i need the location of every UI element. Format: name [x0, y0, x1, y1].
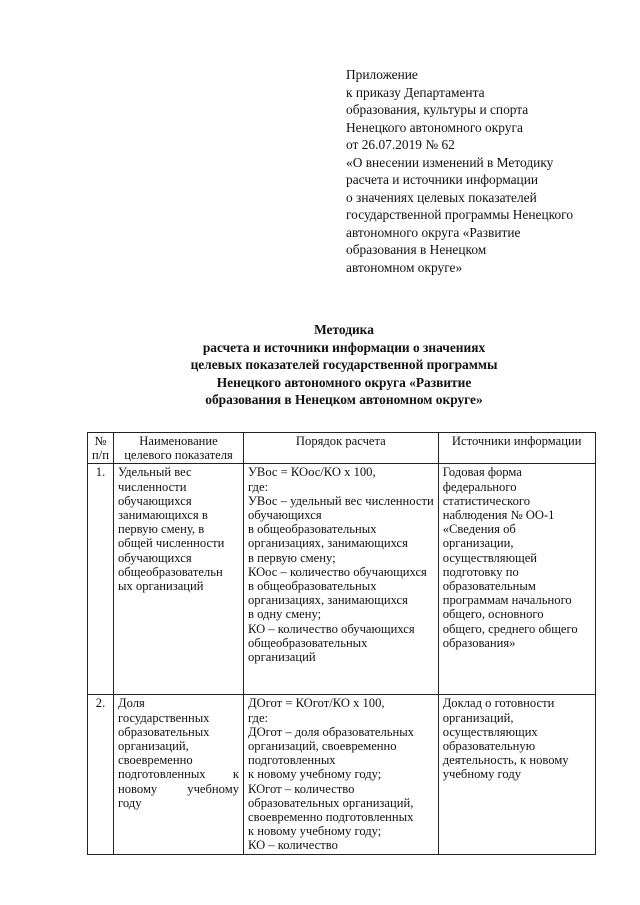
table-row — [88, 695, 596, 854]
table-row — [88, 464, 596, 695]
source-cell: Годовая форма федерального статистического наблюдения № ОО-1 «Сведения об организации, осуществляющей подготовку по образовательным программам начального общего, основного общего, среднего общего образования» — [438, 464, 595, 695]
row-number: 2. — [88, 695, 114, 854]
appendix-line: автономном округе» — [346, 259, 463, 275]
appendix-header — [346, 66, 616, 276]
source-cell: Доклад о готовности организаций, осуществляющих образовательную деятельность, к новому учебному году — [438, 695, 595, 854]
table-header-row — [88, 433, 596, 464]
appendix-line: к приказу Департамента — [346, 84, 485, 100]
appendix-line: Приложение — [346, 67, 418, 82]
document-title — [0, 321, 640, 409]
appendix-line: о значениях целевых показателей — [346, 189, 537, 205]
title-line: расчета и источники информации о значениях — [202, 339, 486, 355]
appendix-line: «О внесении изменений в Методику — [346, 154, 554, 170]
appendix-line: образования, культуры и спорта — [346, 102, 529, 117]
appendix-line: образования в Ненецком — [346, 242, 487, 257]
indicators-table — [87, 432, 596, 855]
appendix-line: автономного округа «Развитие — [346, 224, 521, 240]
header-source: Источники информации — [438, 433, 595, 464]
title-line: Методика — [314, 322, 374, 337]
header-calc: Порядок расчета — [244, 433, 439, 464]
calculation-cell: УВос = КОос/КО х 100, где: УВос – удельный вес численности обучающихся в общеобразовательных организациях, занимающихся в первую смену; КОос – количество обучающихся в общеобразовательных организациях, занимающихся в одну смену; КО – количество обучающихся общеобразовательных организаций — [244, 464, 439, 695]
indicator-name-cell: Доля государственных образовательных организаций, своевременно подготовленных к новому учебному году — [114, 695, 244, 854]
indicator-name-cell: Удельный вес численности обучающихся занимающихся в первую смену, в общей численности обучающихся общеобразовательн ых организаций — [114, 464, 244, 695]
appendix-line: Ненецкого автономного округа — [346, 119, 523, 135]
header-num: № п/п — [88, 433, 114, 464]
appendix-line: государственной программы Ненецкого — [346, 207, 574, 222]
header-name: Наименование целевого показателя — [114, 433, 244, 464]
title-line: Ненецкого автономного округа «Развитие — [216, 374, 472, 390]
calculation-cell: ДОгот = КОгот/КО х 100, где: ДОгот – доля образовательных организаций, своевременно подготовленных к новому учебному году; КОгот – количество образовательных организаций, своевременно подготовленных к новому учебному году; КО – количество — [244, 695, 439, 854]
appendix-line: расчета и источники информации — [346, 172, 539, 187]
title-line: целевых показателей государственной программы — [190, 357, 498, 372]
title-line: образования в Ненецком автономном округе» — [205, 392, 483, 407]
row-number: 1. — [88, 464, 114, 695]
appendix-line: от 26.07.2019 № 62 — [346, 137, 455, 152]
